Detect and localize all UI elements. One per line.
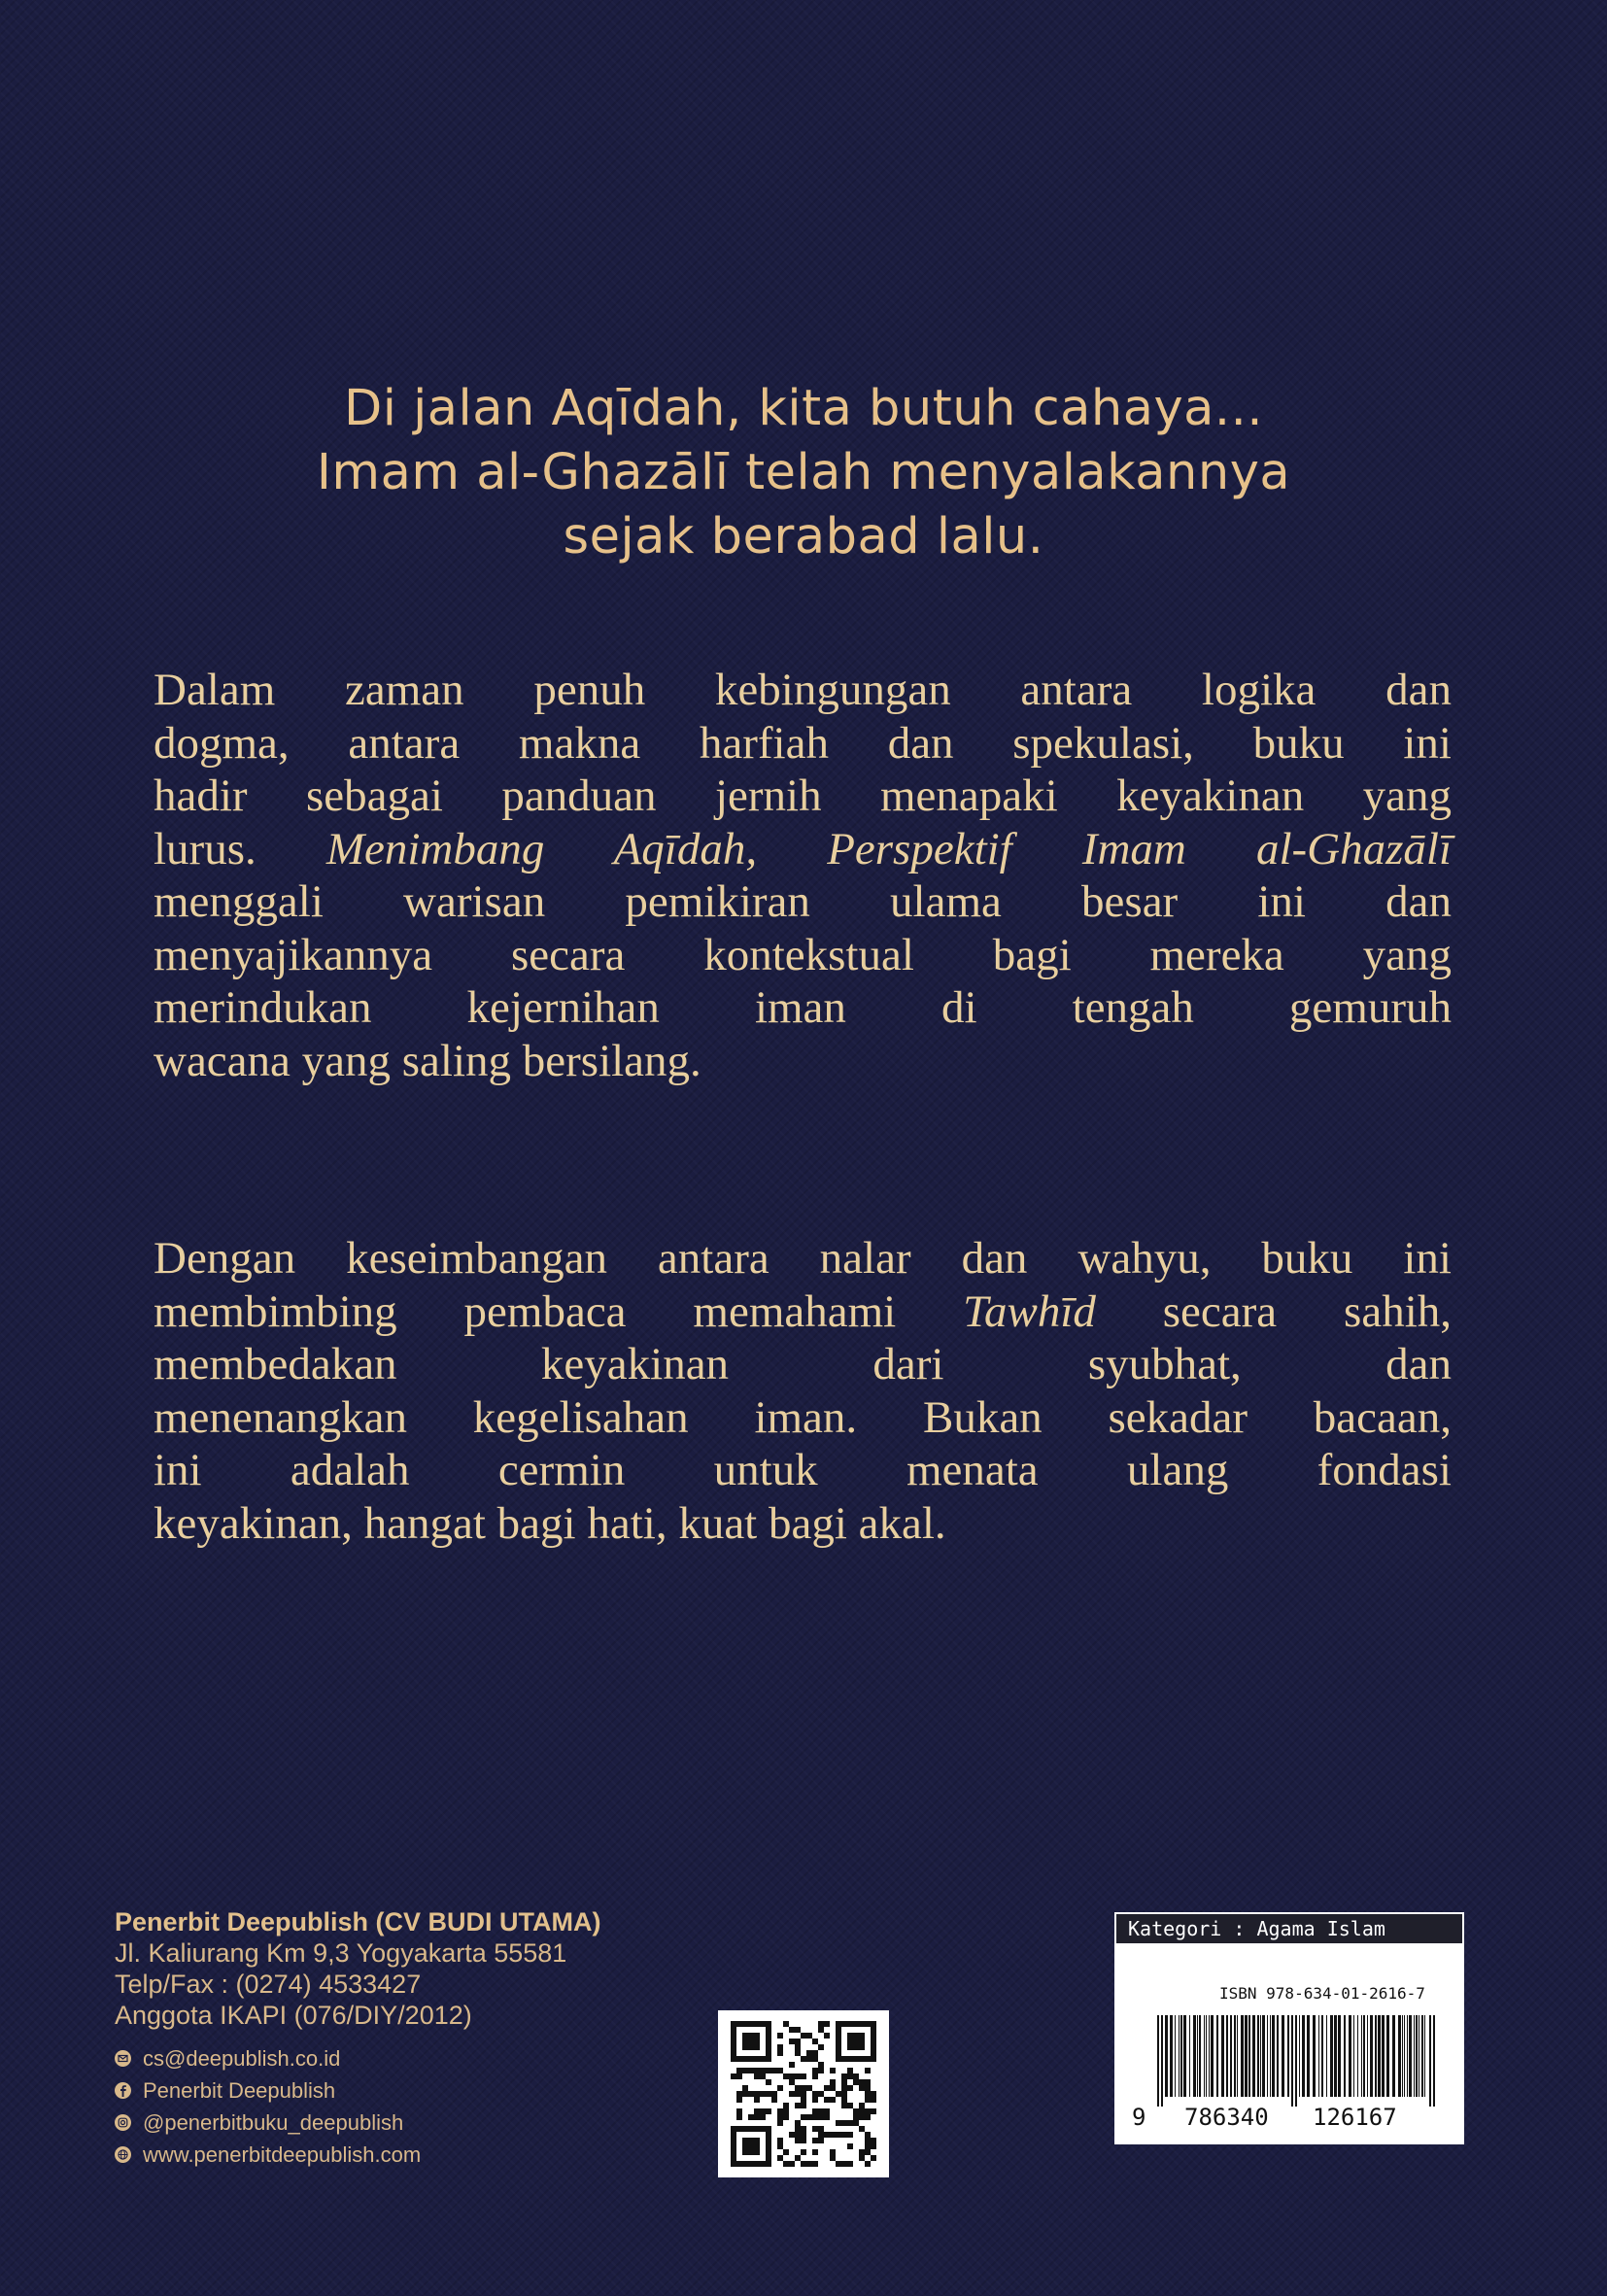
blurb-paragraph-2 [154,1232,1452,1550]
publisher-member: Anggota IKAPI (076/DIY/2012) [115,2001,472,2030]
blurb-text: lurus. [154,823,256,874]
publisher-name: Penerbit Deepublish (CV BUDI UTAMA) [115,1907,601,1936]
contact-facebook[interactable] [115,2074,736,2107]
blurb-line: ini adalah cermin untuk menata ulang fondasi [154,1445,1452,1495]
blurb-line: Dalam zaman penuh kebingungan antara logika dan [154,665,1452,715]
blurb-line [154,1285,1452,1339]
blurb-text: secara sahih, [1162,1285,1452,1337]
book-title-italic: Menimbang Aqīdah, Perspektif Imam al-Ghazālī [325,823,1453,874]
publisher-address: Jl. Kaliurang Km 9,3 Yogyakarta 55581 [115,1938,567,1968]
tagline-line-3: sejak berabad lalu. [563,508,1044,565]
blurb-line: menenangkan kegelisahan iman. Bukan sekadar bacaan, [154,1391,1452,1443]
blurb-line: hadir sebagai panduan jernih menapaki keyakinan yang [154,771,1452,821]
isbn-barcode-box [1114,1945,1464,2144]
qr-code-graphic [718,2010,889,2177]
contact-website[interactable] [115,2139,736,2171]
globe-icon [115,2146,131,2163]
blurb-line: wacana yang saling bersilang. [154,1035,701,1086]
blurb-text: membimbing pembaca memahami [154,1285,897,1337]
barcode-digit-first: 9 [1132,2104,1146,2131]
tagline-line-2: Imam al-Ghazālī telah menyalakannya [316,444,1291,501]
publisher-phone: Telp/Fax : (0274) 4533427 [115,1970,422,1999]
blurb-line: Dengan keseimbangan antara nalar dan wahyu, buku ini [154,1233,1452,1284]
kategori-label: Kategori : Agama Islam [1114,1912,1464,1945]
publisher-info [115,1906,736,2171]
instagram-icon [115,2114,131,2131]
contact-facebook-text: Penerbit Deepublish [143,2077,336,2103]
tagline-line-1: Di jalan Aqīdah, kita butuh cahaya... [343,380,1264,437]
tawhid-italic: Tawhīd [963,1285,1096,1337]
contact-instagram[interactable] [115,2107,736,2139]
blurb-line: merindukan kejernihan iman di tengah gemuruh [154,982,1452,1033]
blurb-line: dogma, antara makna harfiah dan spekulasi, buku ini [154,717,1452,769]
contact-email-text: cs@deepublish.co.id [143,2045,341,2071]
barcode-graphic [1155,2015,1437,2108]
contact-website-text: www.penerbitdeepublish.com [143,2142,422,2167]
tagline [0,377,1607,569]
blurb-line: menyajikannya secara kontekstual bagi mereka yang [154,929,1452,980]
isbn-number: ISBN 978-634-01-2616-7 [1219,1984,1425,2003]
blurb-line: membedakan keyakinan dari syubhat, dan [154,1339,1452,1389]
contact-list [115,2042,736,2171]
blurb-line: keyakinan, hangat bagi hati, kuat bagi akal. [154,1497,946,1549]
barcode-digits-left: 786340 [1184,2104,1269,2131]
blurb-paragraph-1 [154,664,1452,1087]
blurb-line: menggali warisan pemikiran ulama besar ini dan [154,876,1452,927]
contact-instagram-text: @penerbitbuku_deepublish [143,2109,404,2135]
contact-email[interactable] [115,2042,736,2074]
barcode-digits-right: 126167 [1313,2104,1397,2131]
blurb-line [154,823,1452,876]
qr-code[interactable] [718,2010,889,2177]
facebook-icon [115,2082,131,2099]
email-icon [115,2050,131,2067]
